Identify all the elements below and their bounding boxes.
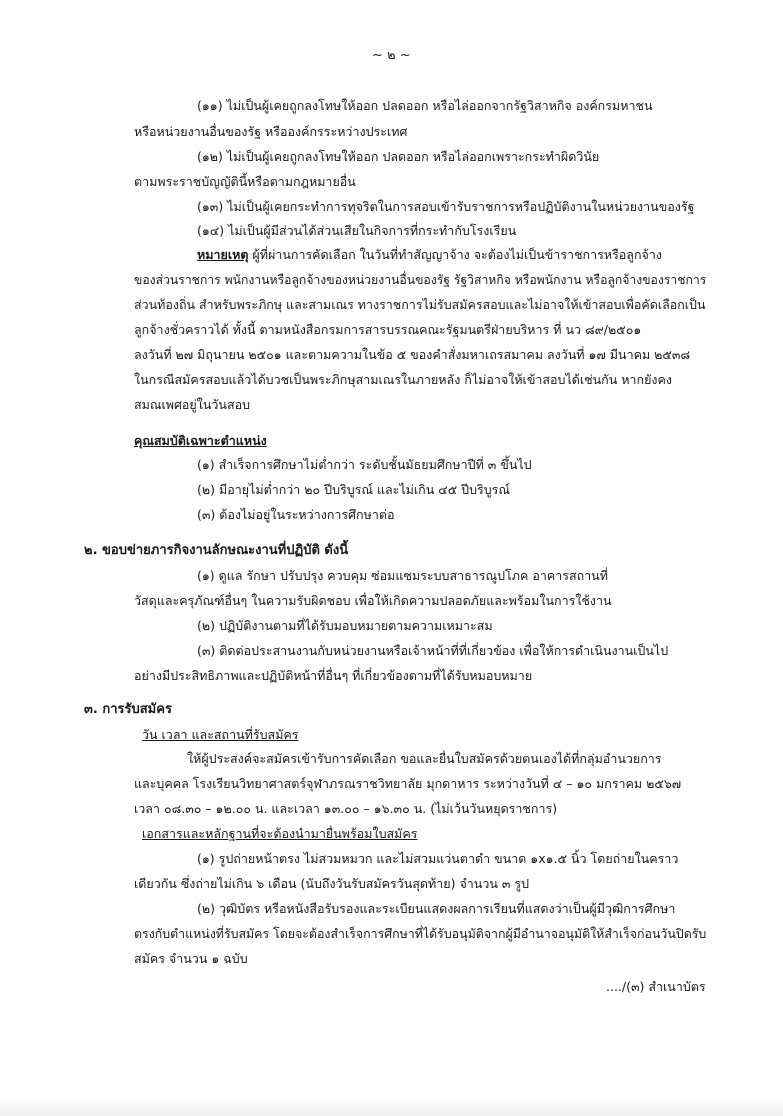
- specific-qualification-2: (๒) มีอายุไม่ต่ำกว่า ๒๐ ปีบริบูรณ์ และไม่เกิน ๔๕ ปีบริบูรณ์: [197, 482, 510, 497]
- note-line-7: สมณเพศอยู่ในวันสอบ: [134, 397, 251, 412]
- continuation-note: ..../(๓) สำเนาบัตร: [606, 979, 706, 994]
- page-bottom-edge: [0, 1100, 783, 1116]
- note-line-5: ลงวันที่ ๒๗ มิถุนายน ๒๕๐๑ และตามความในข้อ ๕ ของคำสั่งมหาเถรสมาคม ลงวันที่ ๑๗ มีนาคม ๒๕๓๘: [134, 347, 691, 362]
- note-line-2: ของส่วนราชการ พนักงานหรือลูกจ้างของหน่วยงานอื่นของรัฐ รัฐวิสาหกิจ หรือพนักงาน หรือลูกจ้างของราชการ: [134, 272, 707, 287]
- application-para-line-1: ให้ผู้ประสงค์จะสมัครเข้ารับการคัดเลือก ขอและยื่นใบสมัครด้วยตนเองได้ที่กลุ่มอำนวยการ: [187, 751, 662, 766]
- documents-subtitle: เอกสารและหลักฐานที่จะต้องนำมายื่นพร้อมใบสมัคร: [142, 826, 418, 841]
- qualification-12-line-1: (๑๒) ไม่เป็นผู้เคยถูกลงโทษให้ออก ปลดออก หรือไล่ออกเพราะกระทำผิดวินัย: [197, 149, 600, 164]
- qualification-11-line-1: (๑๑) ไม่เป็นผู้เคยถูกลงโทษให้ออก ปลดออก หรือไล่ออกจากรัฐวิสาหกิจ องค์กรมหาชน: [197, 98, 653, 113]
- duty-1-line-2: วัสดุและครุภัณฑ์อื่นๆ ในความรับผิดชอบ เพื่อให้เกิดความปลอดภัยและพร้อมในการใช้งาน: [134, 593, 612, 608]
- document-2-line-1: (๒) วุฒิบัตร หรือหนังสือรับรองและระเบียนแสดงผลการเรียนที่แสดงว่าเป็นผู้มีวุฒิการศึกษา: [197, 901, 676, 916]
- application-para-line-2: และบุคคล โรงเรียนวิทยาศาสตร์จุฬาภรณราชวิทยาลัย มุกดาหาร ระหว่างวันที่ ๔ – ๑๐ มกราคม ๒๕๖๗: [134, 776, 682, 791]
- document-1-line-1: (๑) รูปถ่ายหน้าตรง ไม่สวมหมวก และไม่สวมแว่นตาดำ ขนาด ๑x๑.๕ นิ้ว โดยถ่ายในคราว: [197, 851, 679, 866]
- duty-3-line-2: อย่างมีประสิทธิภาพและปฏิบัติหน้าที่อื่นๆ ที่เกี่ยวข้องตามที่ได้รับหมอบหมาย: [134, 668, 533, 683]
- section-2-title: ๒. ขอบข่ายภารกิจงานลักษณะงานที่ปฏิบัติ ดังนี้: [84, 543, 349, 558]
- duty-3-line-1: (๓) ติดต่อประสานงานกับหน่วยงานหรือเจ้าหน้าที่ที่เกี่ยวข้อง เพื่อให้การดำเนินงานเป็นไป: [197, 643, 669, 658]
- application-para-line-3: เวลา ๐๘.๓๐ – ๑๒.๐๐ น. และเวลา ๑๓.๐๐ – ๑๖.๓๐ น. (ไม่เว้นวันหยุดราชการ): [134, 801, 558, 816]
- note-line-1: [197, 247, 662, 263]
- note-line-6: ในกรณีสมัครสอบแล้วได้บวชเป็นพระภิกษุสามเณรในภายหลัง ก็ไม่อาจให้เข้าสอบได้เช่นกัน หากยังคง: [134, 372, 672, 387]
- duty-2: (๒) ปฏิบัติงานตามที่ได้รับมอบหมายตามความเหมาะสม: [197, 618, 493, 633]
- note-text-1: ผู้ที่ผ่านการคัดเลือก ในวันที่ทำสัญญาจ้าง จะต้องไม่เป็นข้าราชการหรือลูกจ้าง: [248, 247, 662, 262]
- note-label: หมายเหตุ: [197, 247, 249, 262]
- duty-1-line-1: (๑) ดูแล รักษา ปรับปรุง ควบคุม ซ่อมแซมระบบสาธารณูปโภค อาคารสถานที่: [197, 568, 608, 583]
- note-line-3: ส่วนท้องถิ่น สำหรับพระภิกษุ และสามเณร ทางราชการไม่รับสมัครสอบและไม่อาจให้เข้าสอบเพื่อคัดเลือกเป็น: [134, 297, 706, 312]
- document-1-line-2: เดียวกัน ซึ่งถ่ายไม่เกิน ๖ เดือน (นับถึงวันรับสมัครวันสุดท้าย) จำนวน ๓ รูป: [134, 876, 530, 891]
- specific-qualification-1: (๑) สำเร็จการศึกษาไม่ต่ำกว่า ระดับชั้นมัธยมศึกษาปีที่ ๓ ขึ้นไป: [197, 457, 532, 472]
- qualification-11-line-2: หรือหน่วยงานอื่นของรัฐ หรือองค์กรระหว่างประเทศ: [134, 124, 408, 139]
- document-2-line-3: สมัคร จำนวน ๑ ฉบับ: [134, 951, 248, 966]
- note-line-4: ลูกจ้างชั่วคราวได้ ทั้งนี้ ตามหนังสือกรมการสารบรรณคณะรัฐมนตรีฝ่ายบริหาร ที่ นว ๘๙/๒๕๐๑: [134, 322, 642, 337]
- page-number: ~ ๒ ~: [372, 48, 411, 63]
- specific-qualification-3: (๓) ต้องไม่อยู่ในระหว่างการศึกษาต่อ: [197, 507, 395, 522]
- application-period-subtitle: วัน เวลา และสถานที่รับสมัคร: [142, 727, 299, 742]
- qualification-13: (๑๓) ไม่เป็นผู้เคยกระทำการทุจริตในการสอบเข้ารับราชการหรือปฏิบัติงานในหน่วยงานของรัฐ: [197, 199, 695, 214]
- specific-qualifications-title: คุณสมบัติเฉพาะตำแหน่ง: [134, 433, 267, 448]
- qualification-14: (๑๔) ไม่เป็นผู้มีส่วนได้ส่วนเสียในกิจการที่กระทำกับโรงเรียน: [197, 223, 517, 238]
- document-2-line-2: ตรงกับตำแหน่งที่รับสมัคร โดยจะต้องสำเร็จการศึกษาที่ได้รับอนุมัติจากผู้มีอำนาจอนุมัติให้สำเร็จก่อนวันปิดรับ: [134, 926, 707, 941]
- qualification-12-line-2: ตามพระราชบัญญัตินี้หรือตามกฎหมายอื่น: [134, 174, 356, 189]
- section-3-title: ๓. การรับสมัคร: [84, 702, 172, 717]
